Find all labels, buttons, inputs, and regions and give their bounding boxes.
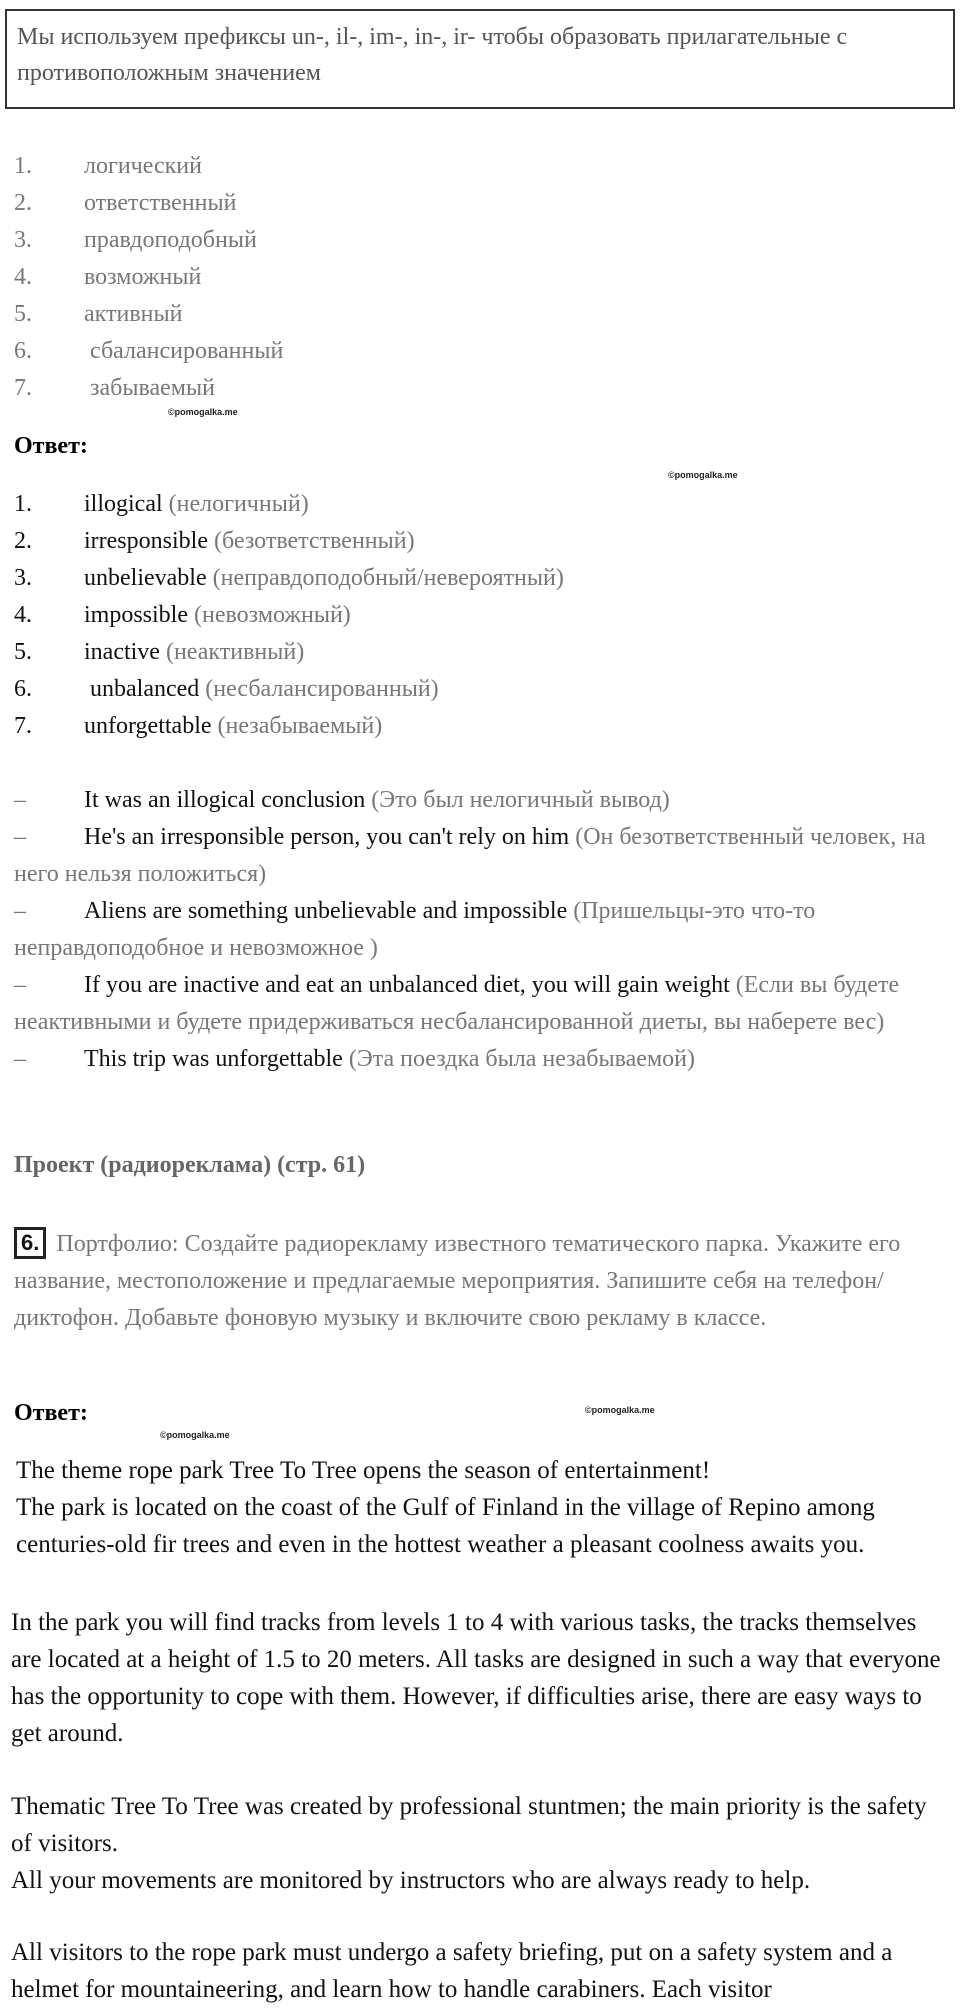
example-sentence: – It was an illogical conclusion (Это был нелогичный вывод) xyxy=(14,787,670,813)
text-line: All your movements are monitored by instructors who are always ready to help. xyxy=(11,1867,811,1894)
answer-paragraph xyxy=(11,1934,951,2008)
answer-paragraph xyxy=(11,1788,951,1899)
list-item: 7. unforgettable (незабываемый) xyxy=(14,713,383,739)
text-line: In the park you will find tracks from levels 1 to 4 with various tasks, the tracks themselves are located at a height of 1.5 to 20 meters. All tasks are designed in such a way that everyone has the opportunity to cope with them. However, if difficulties arise, there are easy ways to get around. xyxy=(11,1609,941,1747)
example-sentence: – If you are inactive and eat an unbalanced diet, you will gain weight (Если вы будете неактивными и будете придерживаться несбалансированной диеты, вы наберете вес) xyxy=(14,972,900,1035)
example-sentence: – He's an irresponsible person, you can't rely on him (Он безответственный человек, на него нельзя положиться) xyxy=(14,824,926,887)
list-item: 6. unbalanced (несбалансированный) xyxy=(14,676,439,702)
watermark: ©pomogalka.me xyxy=(585,1405,655,1415)
project-title: Проект (радиореклама) (стр. 61) xyxy=(14,1152,366,1178)
answer-paragraph xyxy=(16,1452,946,1563)
task-instruction-text: Мы используем префиксы un-, il-, im-, in-, ir- чтобы образовать прилагательные с противоположным значением xyxy=(17,24,848,86)
list-item: 2. irresponsible (безответственный) xyxy=(14,528,415,554)
answer-label: Ответ: xyxy=(14,433,88,459)
list-item: 2. ответственный xyxy=(14,190,237,216)
watermark: ©pomogalka.me xyxy=(668,470,738,480)
task-6-text: Портфолио: Создайте радиорекламу известного тематического парка. Укажите его название, местоположение и предлагаемые мероприятия. Запишите себя на телефон/диктофон. Добавьте фоновую музыку и включите свою рекламу в классе. xyxy=(14,1231,901,1331)
list-item: 1. illogical (нелогичный) xyxy=(14,491,309,517)
example-sentences xyxy=(14,782,944,1078)
list-item: 7. забываемый xyxy=(14,375,215,401)
list-item: 4. impossible (невозможный) xyxy=(14,602,351,628)
text-line: The theme rope park Tree To Tree opens the season of entertainment! xyxy=(16,1457,711,1484)
text-line: Thematic Tree To Tree was created by professional stuntmen; the main priority is the safety of visitors. xyxy=(11,1793,927,1857)
answer-paragraph xyxy=(11,1604,951,1752)
list-item: 4. возможный xyxy=(14,264,202,290)
list-item: 5. inactive (неактивный) xyxy=(14,639,305,665)
answer-label: Ответ: xyxy=(14,1400,88,1426)
task-6 xyxy=(14,1226,944,1337)
example-sentence: – This trip was unforgettable (Эта поездка была незабываемой) xyxy=(14,1046,695,1072)
watermark: ©pomogalka.me xyxy=(168,407,238,417)
list-item: 1. логический xyxy=(14,153,202,179)
list-item: 6. сбалансированный xyxy=(14,338,284,364)
example-sentence: – Aliens are something unbelievable and impossible (Пришельцы-это что-то неправдоподобное и невозможное ) xyxy=(14,898,816,961)
task-instruction-box xyxy=(5,9,955,109)
list-item: 3. правдоподобный xyxy=(14,227,257,253)
text-line: All visitors to the rope park must undergo a safety briefing, put on a safety system and a helmet for mountaineering, and learn how to handle carabiners. Each visitor xyxy=(11,1939,893,2003)
text-line: The park is located on the coast of the Gulf of Finland in the village of Repino among centuries-old fir trees and even in the hottest weather a pleasant coolness awaits you. xyxy=(16,1494,875,1558)
watermark: ©pomogalka.me xyxy=(160,1430,230,1440)
list-item: 5. активный xyxy=(14,301,183,327)
word-list xyxy=(14,148,283,407)
list-item: 3. unbelievable (неправдоподобный/невероятный) xyxy=(14,565,564,591)
answer-list xyxy=(14,486,564,745)
task-number-badge: 6. xyxy=(14,1227,46,1259)
